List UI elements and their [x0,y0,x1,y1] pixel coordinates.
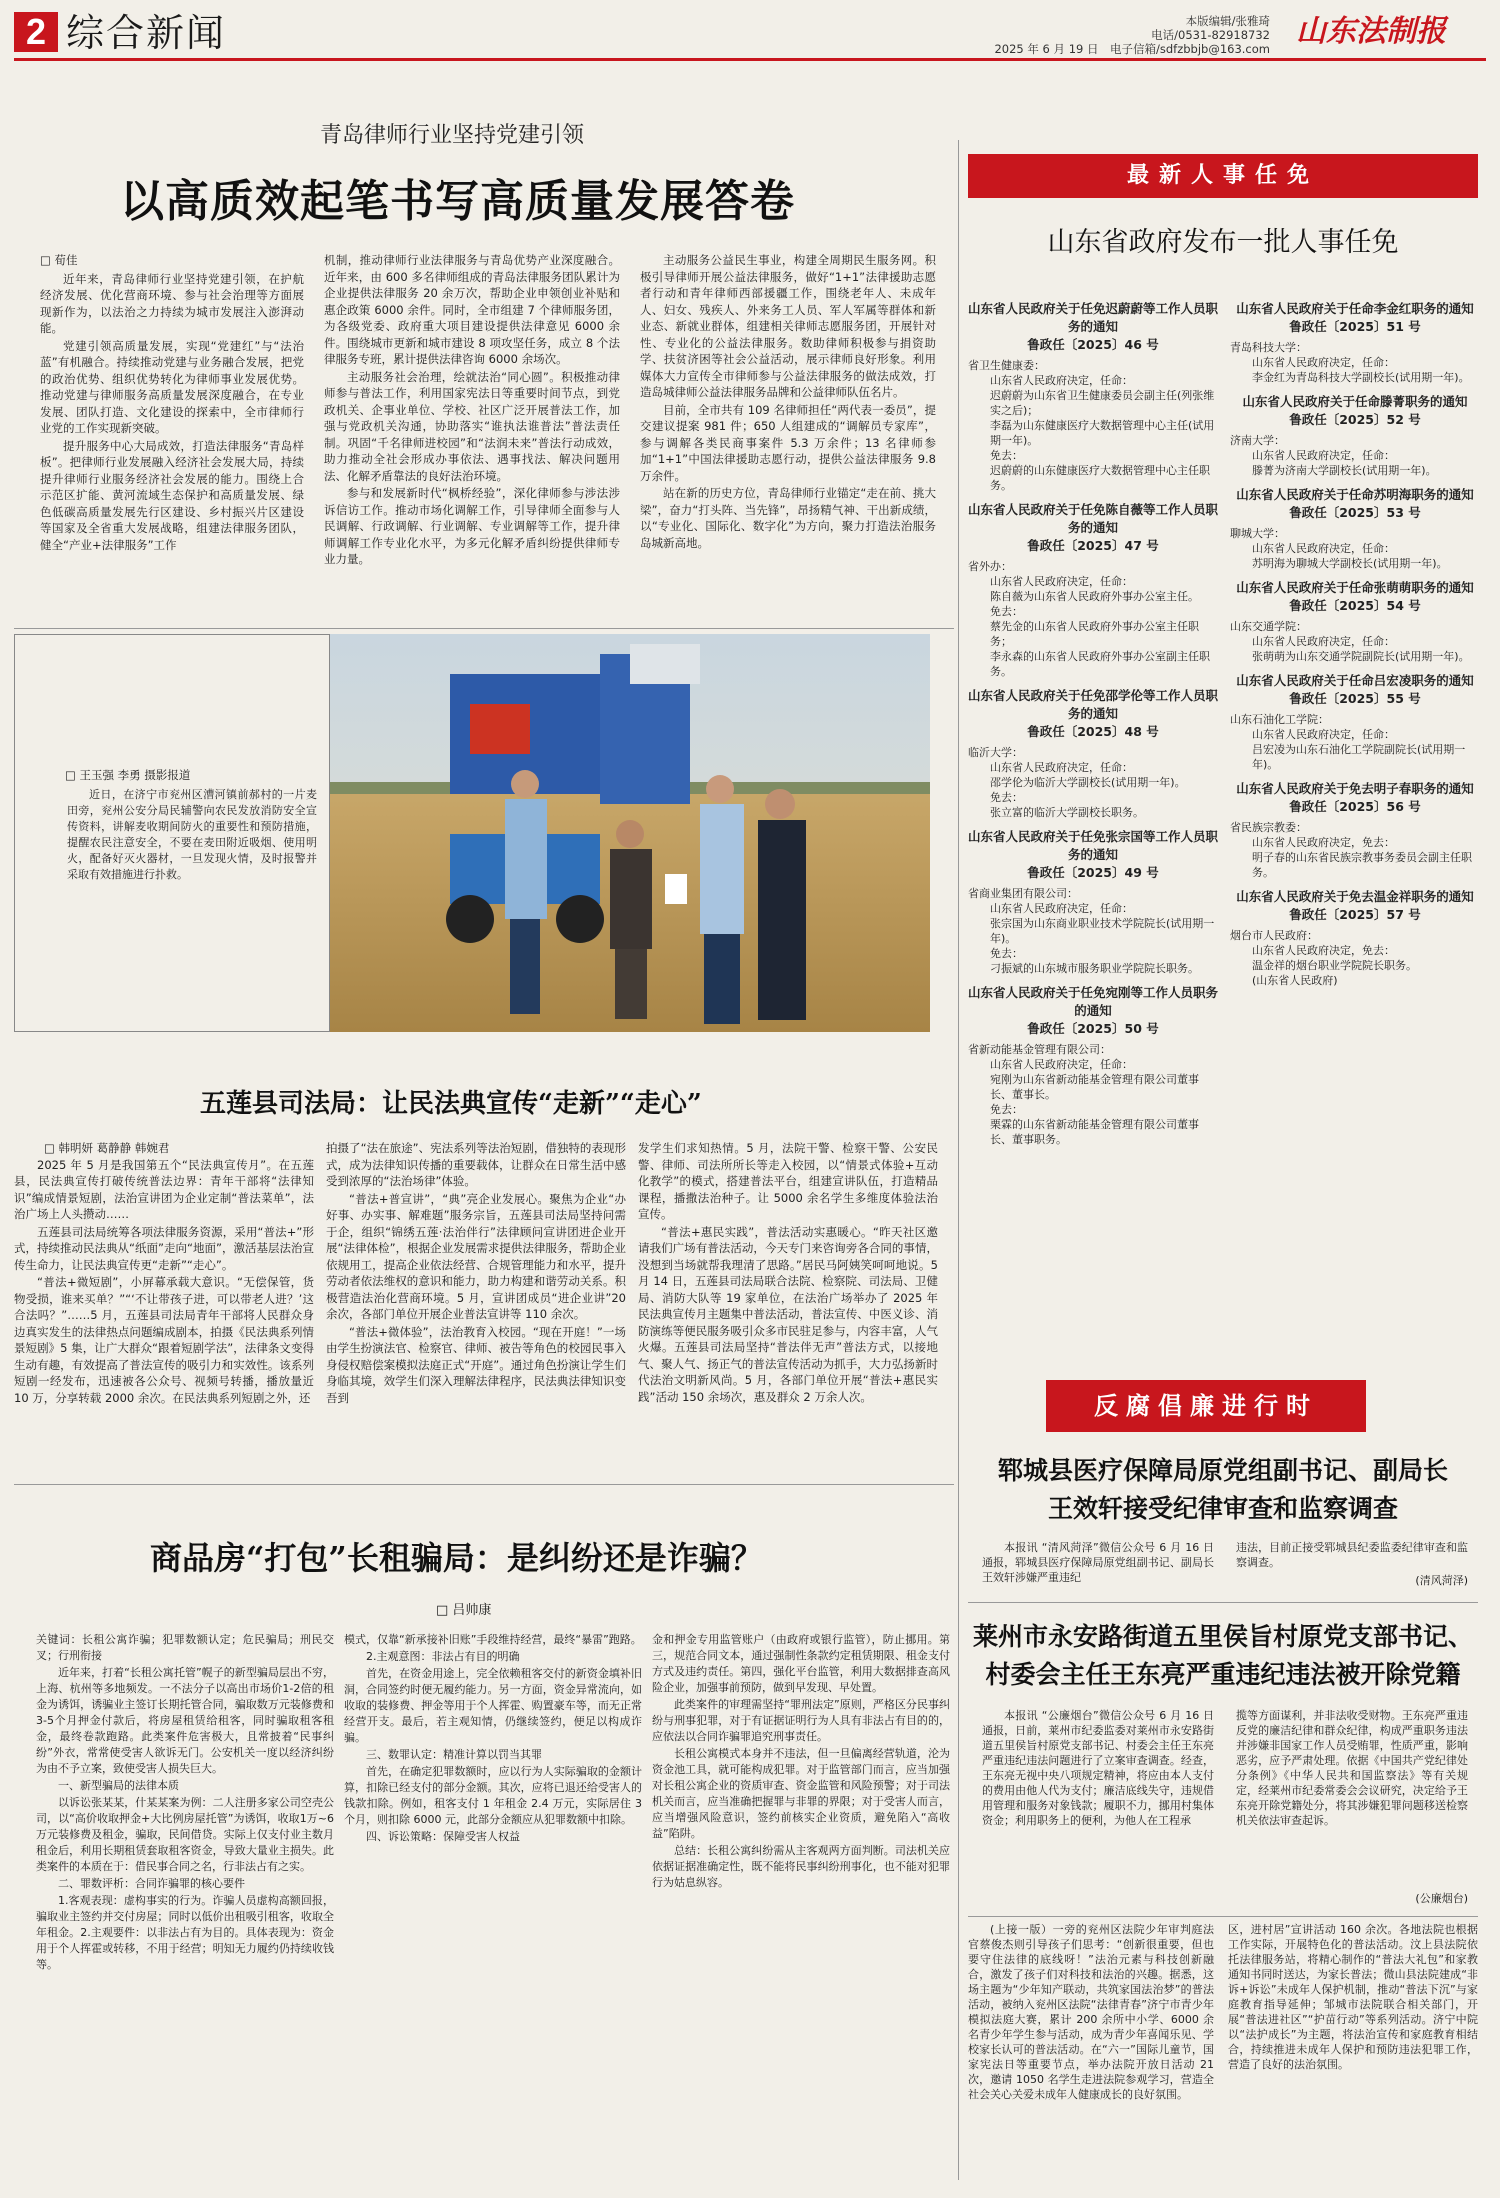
notice-title: 山东省人民政府关于任命李金红职务的通知 [1236,301,1474,316]
article2-byline: □ 韩明妍 葛静静 韩婉君 [44,1141,170,1155]
notice-number: 鲁政任〔2025〕54 号 [1289,598,1421,613]
page-number-box: 2 [14,12,58,52]
appointment-notice [968,501,1218,679]
anti-news1-left: 本报讯 “清风菏泽”微信公众号 6 月 16 日通报，郓城县医疗保障局原党组副书记、副局长王效轩涉嫌严重违纪 [982,1541,1214,1584]
article3-para: 1.客观表现：虚构事实的行为。诈骗人员虚构高额回报，骗取业主签约并交付房屋；同时以低价出租吸引租客，收取全年租金。2.主观要件：以非法占有为目的。具体表现为：资金用于个人挥霍或转移，不用于经营；明知无力履约仍持续收钱等。 [36,1894,334,1971]
notice-line: 蔡先金的山东省人民政府外事办公室主任职务； [990,620,1199,648]
phone-line: 电话/0531-82918732 [1151,28,1270,42]
article3-para: 二、罪数评析：合同诈骗罪的核心要件 [58,1877,245,1890]
article3-para: 首先，在确定犯罪数额时，应以行为人实际骗取的金额计算，扣除已经支付的部分金额。其次，应将已退还给受害人的钱款扣除。例如，租客支付 1 年租金 2.4 万元，实际居住 3 个月，则扣除 6000 元，此部分金额应从犯罪数额中扣除。 [344,1765,642,1826]
notice-line: 宛刚为山东省新动能基金管理有限公司董事长、董事长。 [990,1073,1199,1101]
notice-number: 鲁政任〔2025〕57 号 [1289,907,1421,922]
notice-line: 烟台市人民政府： [1230,929,1318,942]
article3-para: 此类案件的审理需坚持“罪刑法定”原则，严格区分民事纠纷与刑事犯罪，对于有证据证明行为人具有非法占有目的的，应依法以合同诈骗罪追究刑事责任。 [652,1698,950,1743]
notice-line: 山东省人民政府决定，任命： [990,374,1133,387]
notice-line: 济南大学： [1230,434,1285,447]
notice-line: 临沂大学： [968,746,1023,759]
editor-line: 本版编辑/张雅琦 [1185,14,1270,28]
section-title: 综合新闻 [66,11,227,55]
notice-line: 青岛科技大学： [1230,341,1307,354]
notice-line: 省外办： [968,560,1012,573]
appointments-left-col [968,300,1218,1340]
notice-line: 刁振斌的山东城市服务职业学院院长职务。 [990,962,1199,975]
anti-news1-title-line2: 王效轩接受纪律审查和监察调查 [1047,1494,1398,1523]
appointments-banner: 最新人事任免 [968,154,1478,198]
notice-number: 鲁政任〔2025〕53 号 [1289,505,1421,520]
article3-para: 金和押金专用监管账户（由政府或银行监管），防止挪用。第三，规范合同文本，通过强制性条款约定租赁期限、租金支付方式及违约责任。第四，强化平台监管，利用大数据排查高风险企业，加强事前预防，做到早发现、早处置。 [652,1633,950,1694]
article3-para: 以诉讼张某某，什某某案为例：二人注册多家公司空壳公司，以“高价收取押金+大比例房屋托管”为诱饵，收取1万~6万元装修费及租金，骗取，民间借贷。实际上仅支付业主数月租金后，利用长期租赁套取租客资金，导致大量业主损失。此类案件的本质在于：借民事合同之名，行非法占有之实。 [36,1796,334,1873]
article3-para: 总结：长租公寓纠纷需从主客观两方面判断。司法机关应依据证据准确定性，既不能将民事纠纷刑事化，也不能对犯罪行为姑息纵容。 [652,1844,950,1889]
anti-news2-source: (公廉烟台) [1415,1892,1468,1905]
article1-col2 [324,252,620,612]
notice-line: 山东石油化工学院： [1230,713,1329,726]
article2-para: “普法+普宣讲”，“典”亮企业发展心。聚焦为企业“办好事、办实事、解难题”服务宗旨，五莲县司法局坚持问需于企，组织“锦绣五莲·法治伴行”法律顾问宣讲团进企业开展“法律体检”，根据企业发展需求提供法律服务，帮助企业依规用工，提高企业依法经营、合规管理能力和水平，提升劳动者依法维权的意识和能力，助力构建和谐劳动关系。积极营造法治化营商环境。5 月，宣讲团成员“进企业讲”20 余次，各部门单位开展企业普法宣讲等 110 余次。 [326,1191,626,1321]
article3-para: 近年来，打着“长租公寓托管”幌子的新型骗局层出不穷，上海、杭州等多地频发。一不法分子以高出市场价1-2倍的租金为诱饵，诱骗业主签订长期托管合同，骗取数万元装修费和3-5个月押金付款后，将房屋租赁给租客，同时骗取租客租金，最终卷款跑路。此类案件危害极大，且常披着“民事纠纷”外衣，常常使受害人欲诉无门。公安机关一度以经济纠纷为由不予立案，致使受害人损失巨大。 [36,1666,334,1775]
notice-line: 免去： [990,947,1023,960]
notice-title: 山东省人民政府关于任命苏明海职务的通知 [1236,487,1474,502]
article3-para: 四、诉讼策略：保障受害人权益 [366,1830,520,1843]
divider [968,1602,1478,1603]
anti-news2-left: 本报讯 “公廉烟台”微信公众号 6 月 16 日通报，日前，莱州市纪委监委对莱州市永安路街道五里侯旨村原党支部书记、村委会主任王东亮严重违纪违法问题进行了立案审查调查。经查，王东亮无视中央八项规定精神，将应由本人支付的费用由他人代为支付；廉洁底线失守，违规借用管理和服务对象钱款；履职不力，挪用村集体资金；利用职务上的便利，为他人在工程承 [982,1709,1214,1827]
article3-col1 [36,1632,334,2182]
article1-kicker: 青岛律师行业坚持党建引领 [320,123,585,148]
notice-line: 山东省人民政府决定，任命： [990,761,1133,774]
notice-line: 省民族宗教委： [1230,821,1307,834]
article3-para: 2.主观意图：非法占有目的明确 [366,1650,520,1663]
article1-col1 [40,252,304,612]
anti-news2-right: 揽等方面谋利，并非法收受财物。王东亮严重违反党的廉洁纪律和群众纪律，构成严重职务违法并涉嫌非国家工作人员受贿罪，性质严重，影响恶劣，应予严肃处理。依据《中国共产党纪律处分条例》《中华人民共和国监察法》等有关规定，经莱州市纪委常委会会议研究，决定给予王东亮开除党籍处分，将其涉嫌犯罪问题移送检察机关依法审查起诉。 [1236,1709,1468,1827]
anti-news2-title-line1: 莱州市永安路街道五里侯旨村原党支部书记、 [972,1622,1473,1651]
article1-para: 目前，全市共有 109 名律师担任“两代表一委员”，提交建议提案 981 件；650 人组建成的“调解员专家库”，参与调解各类民商事案件 5.3 万余件；13 名律师参加“1+1”中国法律援助志愿行动，提供公益法律服务 9.8 万余件。 [640,402,936,483]
notice-title: 山东省人民政府关于免去明子春职务的通知 [1236,781,1474,796]
article3-para: 关键词：长租公寓诈骗；犯罪数额认定；危民骗局；刑民交叉；行刑衔接 [36,1633,334,1662]
notice-title: 山东省人民政府关于任免迟蔚蔚等工作人员职务的通知 [968,301,1218,334]
article2-para: 五莲县司法局统筹各项法律服务资源，采用“普法+”形式，持续推动民法典从“纸面”走向“地面”，激活基层法治宣传生命力，让民法典宣传更“走新”“走心”。 [14,1224,314,1272]
notice-line: 张立富的临沂大学副校长职务。 [990,806,1144,819]
notice-line: 省卫生健康委： [968,359,1045,372]
article2-headline: 五莲县司法局：让民法典宣传“走新”“走心” [200,1089,702,1119]
divider [14,628,954,629]
notice-title: 山东省人民政府关于任免宛刚等工作人员职务的通知 [968,985,1218,1018]
notice-line: 免去： [990,605,1023,618]
appointment-notice [968,984,1218,1147]
brand-logo: 山东法制报 [1296,14,1446,49]
notice-line: 山东省人民政府决定，任命： [1252,356,1395,369]
notice-line: 山东省人民政府决定，任命： [1252,449,1395,462]
photo-caption-box [14,634,330,1032]
article1-para: 参与和发展新时代“枫桥经验”，深化律师参与涉法涉诉信访工作。推动市场化调解工作，引导律师全面参与人民调解、行政调解、行业调解、专业调解等工作，提升律师调解工作专业化水平，为多元化解矛盾纠纷提供律师专业力量。 [324,486,620,566]
article2-para: 2025 年 5 月是我国第五个“民法典宣传月”。在五莲县，民法典宣传打破传统普法边界：青年干部将“法律知识”编成情景短剧，法治宣讲团为企业定制“普法菜单”，法治广场上人头攒动…… [14,1157,314,1221]
article3-para: 首先，在资金用途上，完全依赖租客交付的新资金填补旧洞，合同签约时便无履约能力。另一方面，资金异常流向，如收取的装修费、押金等用于个人挥霍、购置豪车等，而无正常经营开支。最后，若主观知情，仍继续签约，便足以构成诈骗。 [344,1667,642,1744]
article1-para: 提升服务中心大局成效，打造法律服务“青岛样板”。把律师行业发展融入经济社会发展大局，持续提升律师行业服务经济社会发展的能力。围绕上合示范区扩能、黄河流域生态保护和高质量发展、绿色低碳高质量发展先行区建设、乡村振兴片区建设等国家及全省重大发展战略，组建法律服务团队，健全“产业+法律服务”工作 [40,438,304,552]
notice-title: 山东省人民政府关于任免陈自薇等工作人员职务的通知 [968,502,1218,535]
notice-line: (山东省人民政府) [1252,974,1338,987]
notice-line: 温金祥的烟台职业学院院长职务。 [1252,959,1417,972]
article1-headline: 以高质效起笔书写高质量发展答卷 [120,176,795,227]
notice-line: 山东省人民政府决定，任命： [990,902,1133,915]
article2-para: “普法+微短剧”，小屏幕承载大意识。“无偿保管，货物受损，谁来买单？”“‘不让带孩子进，可以带老人进？’这合法吗？”……5 月，五莲县司法局青年干部将人民群众身边真实发生的法律热点问题编成剧本，拍摄《民法典系列情景短剧》5 集，让广大群众“跟着短剧学法”，法律条文变得生动有趣，有效提高了普法宣传的吸引力和实效性。该系列短剧一经发布，迅速被各公众号、视频号转播，播放量近 10 万，分享转载 2000 余次。在民法典系列短剧之外，还 [14,1275,314,1405]
appointment-notice [968,828,1218,976]
issue-date: 2025 年 6 月 19 日 [994,42,1099,56]
notice-number: 鲁政任〔2025〕52 号 [1289,412,1421,427]
appointment-notice [1230,780,1480,880]
appointment-notice [1230,888,1480,988]
notice-title: 山东省人民政府关于任命滕菁职务的通知 [1242,394,1468,409]
header-meta [900,14,1270,56]
header-rule [14,58,1486,61]
notice-line: 张宗国为山东商业职业技术学院院长(试用期一年)。 [990,917,1215,945]
article1-para: 近年来，青岛律师行业坚持党建引领，在护航经济发展、优化营商环境、参与社会治理等方面展现新作为，以法治之力持续为城市发展注入澎湃动能。 [40,271,304,335]
article3-col3 [652,1632,950,2182]
article1-para: 主动服务公益民生事业，构建全周期民生服务网。积极引导律师开展公益法律服务，做好“1+1”法律援助志愿者行动和青年律师西部援疆工作，围绕老年人、未成年人、妇女、残疾人、外来务工人员、军人军属等群体和新业态、新就业群体，组建相关律师志愿服务团，开展针对性、专业化的公益法律服务。数助律师积极参与捐资助学、扶贫济困等社会公益活动，展示律师良好形象。利用媒体大力宣传全市律师参与公益法律服务的做法成效，打造岛城律师公益法律服务品牌和公益律师队伍名片。 [640,253,936,399]
notice-number: 鲁政任〔2025〕46 号 [1027,337,1159,352]
notice-line: 省新动能基金管理有限公司： [968,1043,1111,1056]
email: 电子信箱/sdfzbbjb@163.com [1109,42,1270,56]
notice-line: 山东省人民政府决定，任命： [990,1058,1133,1071]
article3-para: 模式，仅靠“新承接补旧账”手段维持经营，最终“暴雷”跑路。 [344,1633,642,1646]
notice-line: 栗霖的山东省新动能基金管理有限公司董事长、董事职务。 [990,1118,1199,1146]
notice-line: 陈自薇为山东省人民政府外事办公室主任。 [990,590,1199,603]
notice-line: 滕菁为济南大学副校长(试用期一年)。 [1252,464,1437,477]
notice-number: 鲁政任〔2025〕50 号 [1027,1021,1159,1036]
notice-line: 山东省人民政府决定，免去： [1252,836,1395,849]
notice-line: 迟蔚蔚的山东健康医疗大数据管理中心主任职务。 [990,464,1210,492]
anti-banner-box: 反腐倡廉进行时 [1046,1380,1366,1432]
article3-para: 三、数罪认定：精准计算以罚当其罪 [366,1748,542,1761]
notice-line: 张萌萌为山东交通学院副院长(试用期一年)。 [1252,650,1470,663]
notice-line: 李永森的山东省人民政府外事办公室副主任职务。 [990,650,1210,678]
photo-byline: □ 王玉强 李勇 摄影报道 [65,768,191,782]
notice-number: 鲁政任〔2025〕51 号 [1289,319,1421,334]
anti-news2-title [968,1618,1478,1694]
notice-line: 山东省人民政府决定，免去： [1252,944,1395,957]
notice-number: 鲁政任〔2025〕56 号 [1289,799,1421,814]
article1-para: 站在新的历史方位，青岛律师行业锚定“走在前、挑大梁”，奋力“打头阵、当先锋”，昂扬精气神、干出新成绩，以“专业化、国际化、数字化”为方向，聚力打造法治服务岛城新高地。 [640,486,936,550]
notice-line: 省商业集团有限公司： [968,887,1078,900]
notice-line: 李磊为山东健康医疗大数据管理中心主任(试用期一年)。 [990,419,1215,447]
appointment-notice [1230,486,1480,571]
column-divider [958,140,959,2180]
notice-line: 山东省人民政府决定，任命： [1252,542,1395,555]
appointment-notice [968,687,1218,820]
notice-line: 山东省人民政府决定，任命： [1252,635,1395,648]
continuation-col1: (上接一版）一旁的兖州区法院少年审判庭法官蔡俊杰则引导孩子们思考：“创新很重要，但也要守住法律的底线呀！”法治元素与科技创新融合，激发了孩子们对科技和法治的兴趣。据悉，这场主题为“少年知产联动，共筑家国法治梦”的普法活动，被纳入兖州区法院“法律青春”济宁市青少年模拟法庭大赛，累计 200 余所中小学、6000 余名青少年学生参与活动，成为青少年喜闻乐见、学校家长认可的普法活动。在“六一”国际儿童节，国家宪法日等重要节点，举办法院开放日活动 21 次，邀请 1050 名学生走进法院参观学习，营造全社会关心关爱未成年人健康成长的良好氛围。 [968,1923,1214,2101]
divider [968,1916,1478,1917]
article1-para: 主动服务社会治理，绘就法治“同心圆”。积极推动律师参与普法工作，利用国家宪法日等重要时间节点，到党政机关、企事业单位、学校、社区广泛开展普法工作，加强与党政机关沟通，协助落实“谁执法谁普法”普法责任制。巩固“千名律师进校园”和“法润未来”普法行动成效，助力推动全社会形成办事依法、遇事找法、解决问题用法、化解矛盾靠法的良好法治环境。 [324,369,620,483]
notice-line: 山东省人民政府决定，任命： [1252,728,1395,741]
notice-line: 邵学伦为临沂大学副校长(试用期一年)。 [990,776,1186,789]
notice-line: 山东交通学院： [1230,620,1307,633]
notice-title: 山东省人民政府关于任命吕宏凌职务的通知 [1236,673,1474,688]
divider [14,1484,954,1485]
notice-number: 鲁政任〔2025〕48 号 [1027,724,1159,739]
appointment-notice [1230,672,1480,772]
article3-para: 长租公寓模式本身并不违法，但一旦偏离经营轨道，沦为资金池工具，就可能构成犯罪。对于监管部门而言，应当加强对长租公寓企业的资质审查、资金监管和风险预警；对于司法机关而言，应当准确把握罪与非罪的界限；对于受害人而言，应当增强风险意识，签约前核实企业资质，避免陷入“高收益”陷阱。 [652,1747,950,1840]
article2-col2 [326,1140,626,1470]
notice-line: 明子春的山东省民族宗教事务委员会副主任职务。 [1252,851,1472,879]
article3-para: 一、新型骗局的法律本质 [58,1779,179,1792]
appointment-notice [1230,393,1480,478]
article1-col3 [640,252,936,612]
notice-line: 免去： [990,449,1023,462]
appointment-notice [1230,579,1480,664]
notice-line: 山东省人民政府决定，任命： [990,575,1133,588]
notice-number: 鲁政任〔2025〕49 号 [1027,865,1159,880]
article2-para: “普法+微体验”，法治教育入校园。“现在开庭！”一场由学生扮演法官、检察官、律师、被告等角色的校园民事入身侵权赔偿案模拟法庭正式“开庭”。通过角色扮演让学生们身临其境，效学生们深入理解法律程序，民法典法律知识变吾到 [326,1324,626,1405]
notice-line: 聊城大学： [1230,527,1285,540]
notice-title: 山东省人民政府关于免去温金祥职务的通知 [1236,889,1474,904]
notice-title: 山东省人民政府关于任命张萌萌职务的通知 [1236,580,1474,595]
notice-line: 免去： [990,791,1023,804]
appointment-notice [968,300,1218,493]
person-police1 [700,775,744,1024]
appointments-title: 山东省政府发布一批人事任免 [1047,227,1399,258]
anti-news1-right: 违法，目前正接受郓城县纪委监委纪律审查和监察调查。 [1236,1541,1468,1569]
article1-para: 党建引领高质量发展，实现“党建红”与“法治蓝”有机融合。持续推动党建与业务融合发展，把党的政治优势、组织优势转化为律师事业发展优势。推动党建与律师服务高质量发展深度融合，在专业发展、团队打造、文化建设的探索中，全市律师行业党的工作实现新突破。 [40,338,304,435]
news-photo [330,634,930,1032]
article1-para: 机制，推动律师行业法律服务与青岛优势产业深度融合。近年来，由 600 多名律师组成的青岛法律服务团队累计为企业提供法律服务 20 余万次，帮助企业申领创业补贴和惠企政策 6000 余件。同时，全市组建 7 个律师服务团，为各级党委、政府重大项目建设提供法律意见 6000 余件。围绕城市更新和城市建设 8 项攻坚任务，成立 8 个法律服务专班，累计提供法律咨询 6000 余场次。 [324,253,620,366]
appointment-notice [1230,300,1480,385]
notice-number: 鲁政任〔2025〕55 号 [1289,691,1421,706]
notice-title: 山东省人民政府关于任免张宗国等工作人员职务的通知 [968,829,1218,862]
anti-news1-source: (清风菏泽) [1415,1574,1468,1587]
notice-line: 免去： [990,1103,1023,1116]
article3-headline: 商品房“打包”长租骗局：是纠纷还是诈骗？ [150,1539,763,1577]
notice-line: 迟蔚蔚为山东省卫生健康委员会副主任(列张维实之后)； [990,389,1215,417]
person-police2 [758,789,806,1020]
article2-col1 [14,1140,314,1470]
notice-line: 李金红为青岛科技大学副校长(试用期一年)。 [1252,371,1470,384]
person-farmer [610,820,652,1019]
notice-title: 山东省人民政府关于任免邵学伦等工作人员职务的通知 [968,688,1218,721]
date-email-line [900,42,1270,56]
notice-line: 吕宏凌为山东石油化工学院副院长(试用期一年)。 [1252,743,1466,771]
notice-number: 鲁政任〔2025〕47 号 [1027,538,1159,553]
article2-para: 发学生们求知热情。5 月，法院干警、检察干警、公安民警、律师、司法所所长等走入校园，以“情景式体验+互动化教学”的模式，搭建普法平台，组建宣讲队伍，打造精品课程，播撒法治种子。让 5000 余名学生多维度体验法治宣传。 [638,1141,938,1221]
anti-news1-title-line1: 郓城县医疗保障局原党组副书记、副局长 [997,1456,1448,1485]
appointments-right-col [1230,300,1480,1340]
article2-para: “普法+惠民实践”，普法活动实惠暖心。“昨天社区邀请我们广场有普法活动，今天专门来咨询旁各合同的事情，没想到当场就帮我理清了思路。”居民马阿姨笑呵呵地说。5 月 14 日，五莲县司法局联合法院、检察院、司法局、卫健局、消防大队等 19 家单位，在法治广场举办了 2025 年民法典宣传月主题集中普法活动，普法宣传、中医义诊、消防演练等便民服务吸引众多市民驻足参与，内容丰富，人气火爆。五莲县司法局坚持“普法伴无声”普法方式，以接地气、聚人气、扬正气的普法宣传活动为抓手，大力弘扬新时代法治文明新风尚。5 月，各部门单位开展“普法+惠民实践”活动 150 余场次，惠及群众 2 万余人次。 [638,1224,938,1404]
anti-news1-title [968,1452,1478,1528]
article3-col2 [344,1632,642,2182]
article3-byline: □ 吕帅康 [436,1603,492,1618]
continuation-col2: 区，进村居”宣讲活动 160 余次。各地法院也根据工作实际，开展特色化的普法活动。汶上县法院依托法律服务站，将精心制作的“普法大礼包”和家教通知书同时送达，为家长普法；微山县法院建成“非诉+诉讼”未成年人保护机制，推动“普法下沉”与家庭教育指导延伸；邹城市法院联合相关部门，开展“普法进社区”“护苗行动”等系列活动。济宁中院以“法护成长”为主题，将法治宣传和家庭教育相结合，持续推进未成年人保护和预防违法犯罪工作，营造了良好的法治氛围。 [1228,1923,1478,2071]
notice-line: 苏明海为聊城大学副校长(试用期一年)。 [1252,557,1448,570]
article2-para: 拍摄了“法在旅途”、宪法系列等法治短剧，借独特的表现形式，成为法律知识传播的重要载体，让群众在日常生活中感受到浓厚的“法治场律”体验。 [326,1141,626,1188]
article2-col3 [638,1140,938,1470]
article1-byline: □ 荀佳 [40,253,78,267]
anti-news2-title-line2: 村委会主任王东亮严重违纪违法被开除党籍 [985,1660,1461,1689]
photo-caption: 近日，在济宁市兖州区漕河镇前郝村的一片麦田旁，兖州公安分局民辅警向农民发放消防安全宣传资料，讲解麦收期间防火的重要性和预防措施，提醒农民注意安全，不要在麦田附近吸烟、使用明火，配备好灭火器材，一旦发现火情，及时报警并采取有效措施进行扑救。 [67,788,317,881]
